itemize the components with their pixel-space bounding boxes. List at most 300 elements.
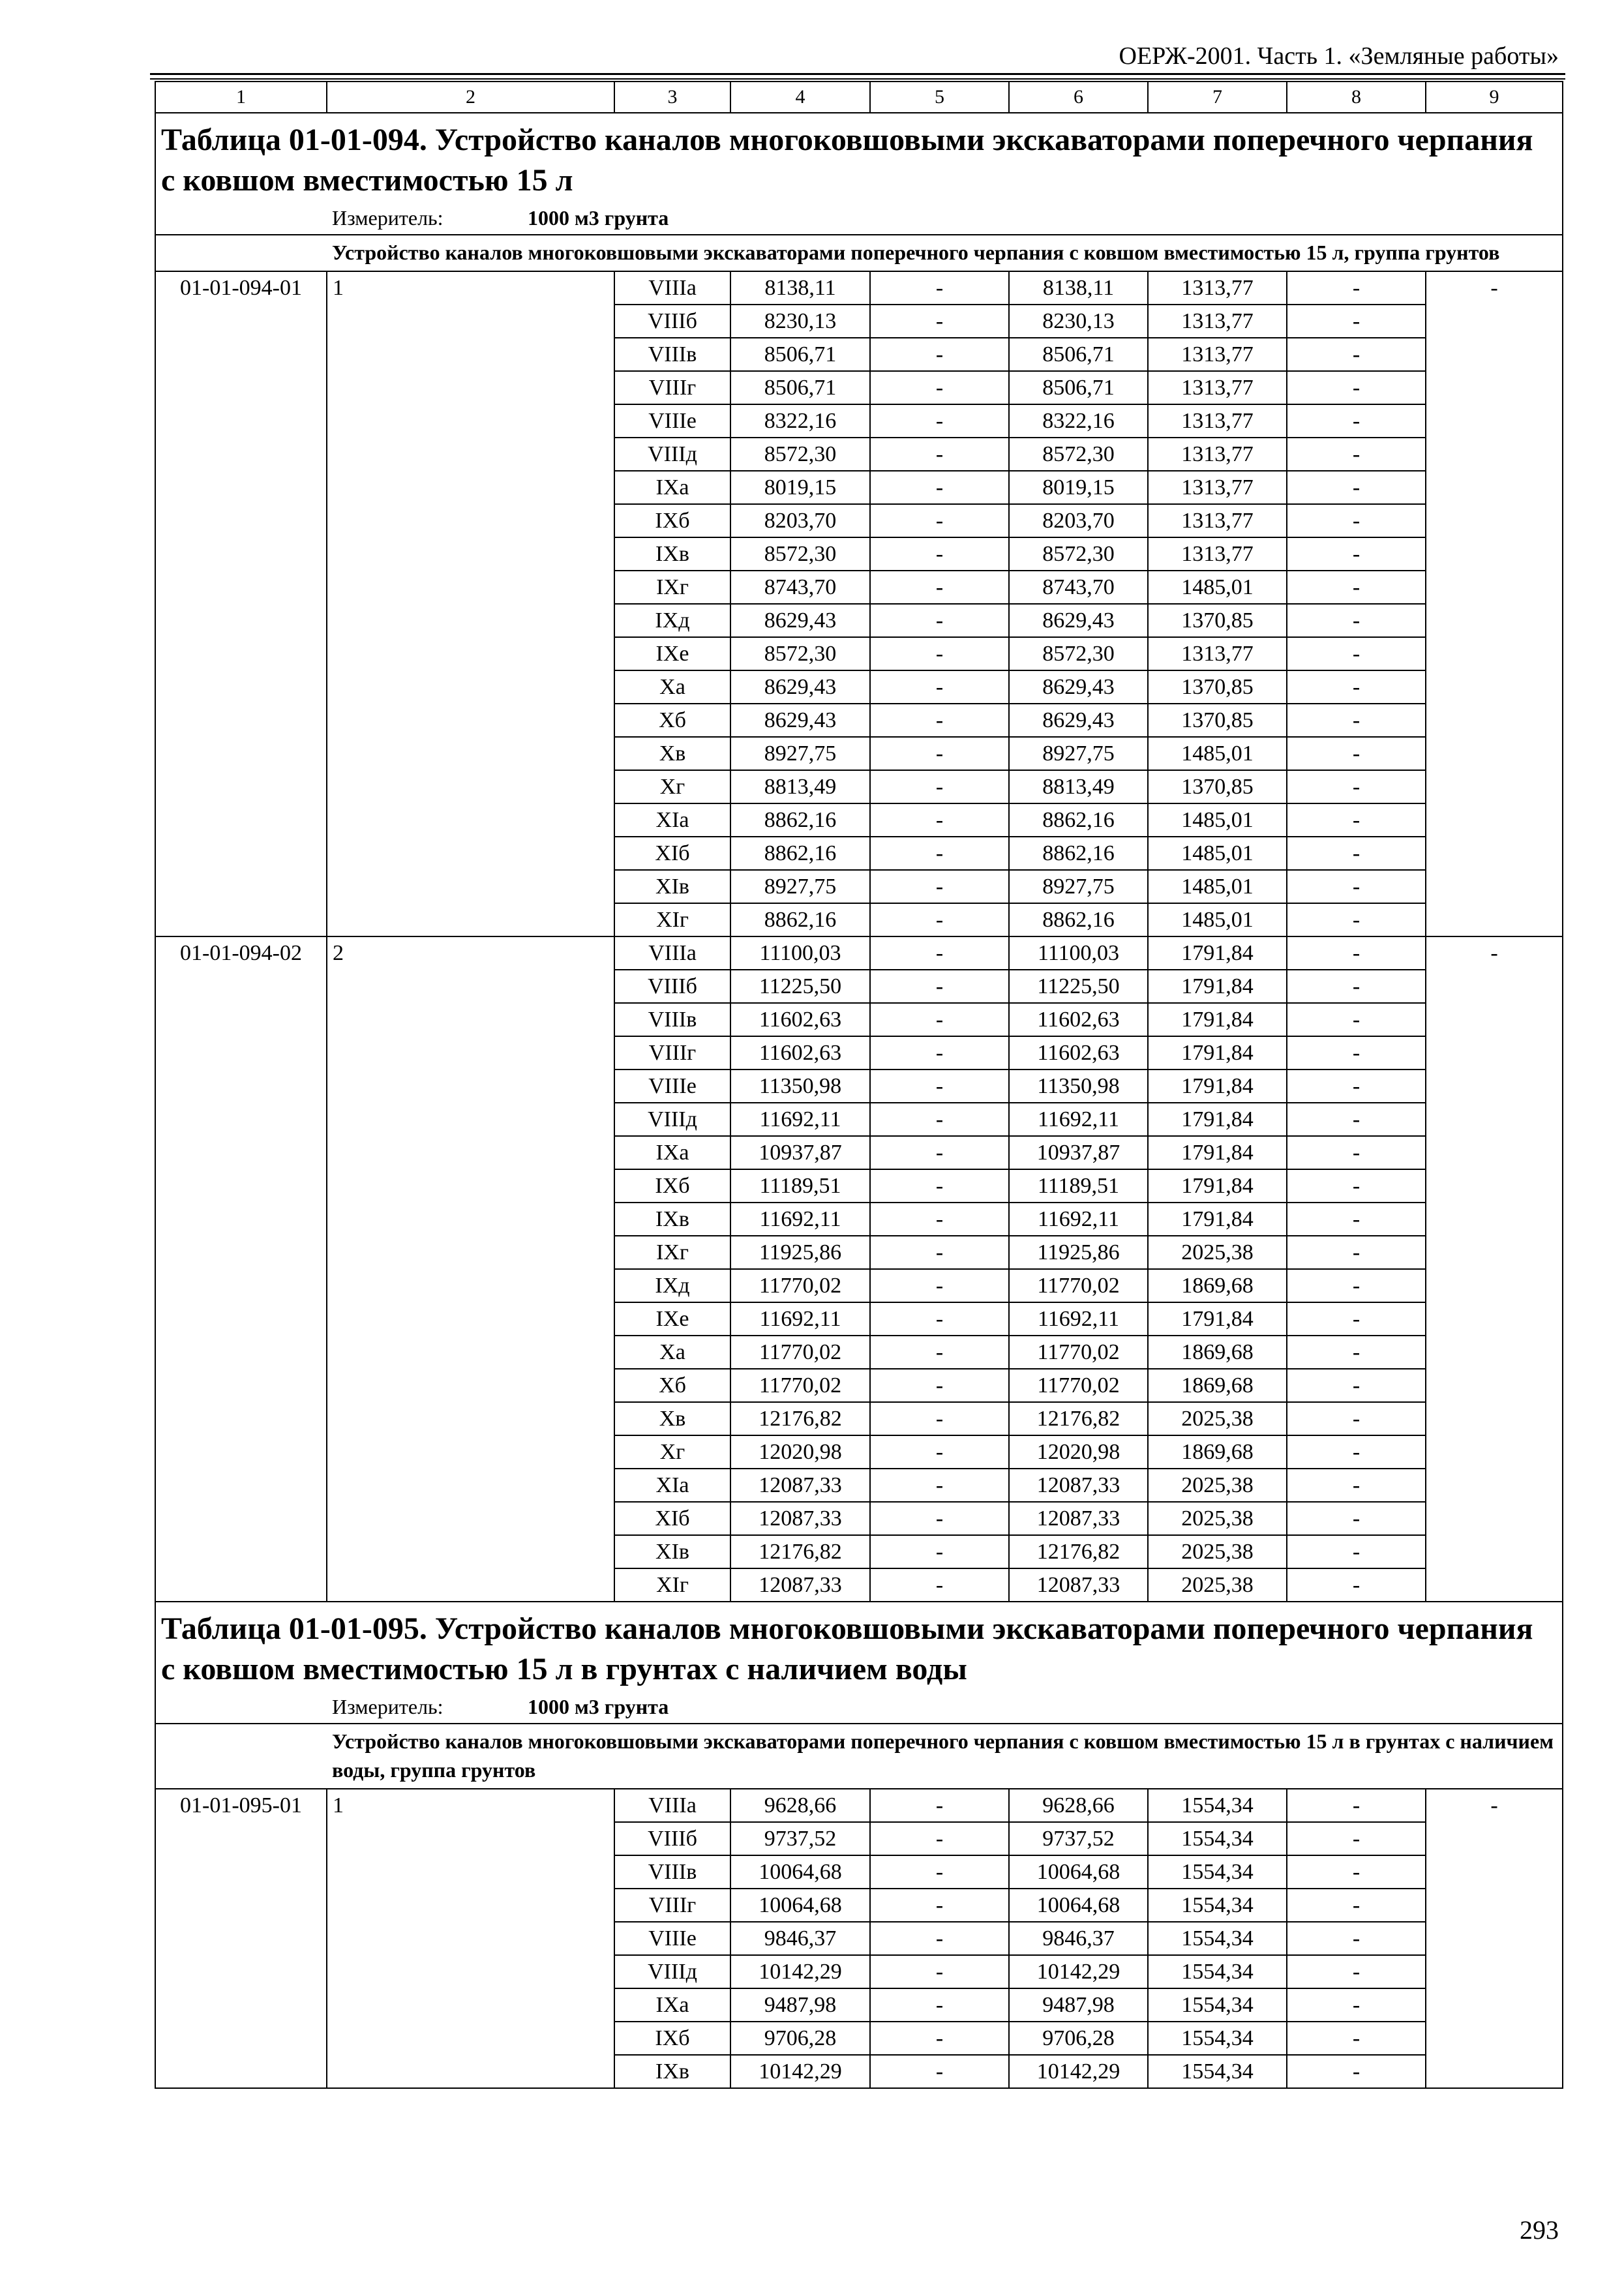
operator-wages: 1554,34 — [1148, 1955, 1287, 1988]
labor-wages: - — [870, 471, 1009, 504]
materials-cell: - — [1287, 1369, 1426, 1402]
machine-costs: 11692,11 — [1009, 1103, 1148, 1136]
soil-group: VIIIа — [614, 271, 730, 305]
direct-costs: 8506,71 — [730, 338, 870, 371]
labor-wages: - — [870, 903, 1009, 936]
materials-cell: - — [1287, 936, 1426, 970]
machine-costs: 11602,63 — [1009, 1036, 1148, 1070]
machine-costs: 8203,70 — [1009, 504, 1148, 537]
direct-costs: 9846,37 — [730, 1922, 870, 1955]
soil-group: IXа — [614, 1136, 730, 1169]
materials-cell: - — [1287, 704, 1426, 737]
labor-wages: - — [870, 305, 1009, 338]
operator-wages: 1791,84 — [1148, 970, 1287, 1003]
operator-wages: 1370,85 — [1148, 670, 1287, 704]
labor-wages: - — [870, 1988, 1009, 2022]
direct-costs: 8862,16 — [730, 803, 870, 837]
operator-wages: 2025,38 — [1148, 1568, 1287, 1602]
direct-costs: 8629,43 — [730, 704, 870, 737]
direct-costs: 12176,82 — [730, 1535, 870, 1568]
direct-costs: 8862,16 — [730, 903, 870, 936]
column-number: 2 — [327, 82, 614, 113]
materials-cell: - — [1287, 1855, 1426, 1889]
labor-wages: - — [870, 438, 1009, 471]
labor-wages: - — [870, 1855, 1009, 1889]
materials-cell: - — [1287, 1203, 1426, 1236]
materials-cell: - — [1287, 1469, 1426, 1502]
operator-wages: 1869,68 — [1148, 1435, 1287, 1469]
operator-wages: 2025,38 — [1148, 1236, 1287, 1269]
soil-group: IXв — [614, 1203, 730, 1236]
machine-costs: 11770,02 — [1009, 1369, 1148, 1402]
soil-group: VIIIе — [614, 404, 730, 438]
labor-wages: - — [870, 1922, 1009, 1955]
machine-costs: 10142,29 — [1009, 2055, 1148, 2088]
column-number: 3 — [614, 82, 730, 113]
labor-wages: - — [870, 1469, 1009, 1502]
direct-costs: 8629,43 — [730, 604, 870, 637]
materials-cell: - — [1287, 1889, 1426, 1922]
machine-costs: 9628,66 — [1009, 1789, 1148, 1822]
operator-wages: 1869,68 — [1148, 1336, 1287, 1369]
materials-cell: - — [1287, 1502, 1426, 1535]
operator-wages: 2025,38 — [1148, 1402, 1287, 1435]
page-header: ОЕРЖ-2001. Часть 1. «Земляные работы» — [1119, 42, 1559, 70]
direct-costs: 8322,16 — [730, 404, 870, 438]
operator-wages: 1791,84 — [1148, 1136, 1287, 1169]
column-number: 8 — [1287, 82, 1426, 113]
materials-cell: - — [1287, 1003, 1426, 1036]
labor-wages: - — [870, 404, 1009, 438]
labor-wages: - — [870, 2055, 1009, 2088]
header-rule — [150, 73, 1565, 75]
operator-wages: 1554,34 — [1148, 1822, 1287, 1855]
soil-group: IXв — [614, 537, 730, 571]
soil-group: IXд — [614, 1269, 730, 1302]
machine-costs: 8322,16 — [1009, 404, 1148, 438]
soil-group: VIIIд — [614, 1103, 730, 1136]
operator-wages: 1791,84 — [1148, 1169, 1287, 1203]
direct-costs: 8927,75 — [730, 737, 870, 770]
soil-group: Xв — [614, 737, 730, 770]
machine-costs: 8572,30 — [1009, 438, 1148, 471]
operator-wages: 1869,68 — [1148, 1369, 1287, 1402]
operator-wages: 1554,34 — [1148, 1889, 1287, 1922]
soil-group: VIIIб — [614, 305, 730, 338]
operator-wages: 1554,34 — [1148, 1855, 1287, 1889]
operator-wages: 1554,34 — [1148, 1789, 1287, 1822]
labor-wages: - — [870, 1036, 1009, 1070]
item-number: 1 — [327, 1789, 614, 2088]
soil-group: IXа — [614, 471, 730, 504]
labor-wages: - — [870, 936, 1009, 970]
direct-costs: 11602,63 — [730, 1003, 870, 1036]
labor-wages: - — [870, 803, 1009, 837]
materials-cell: - — [1287, 670, 1426, 704]
machine-costs: 11925,86 — [1009, 1236, 1148, 1269]
direct-costs: 8572,30 — [730, 537, 870, 571]
machine-costs: 11350,98 — [1009, 1070, 1148, 1103]
materials-cell: - — [1287, 1435, 1426, 1469]
operator-wages: 1554,34 — [1148, 1922, 1287, 1955]
machine-costs: 12176,82 — [1009, 1535, 1148, 1568]
labor-wages: - — [870, 1369, 1009, 1402]
operator-wages: 1485,01 — [1148, 803, 1287, 837]
direct-costs: 8927,75 — [730, 870, 870, 903]
direct-costs: 9706,28 — [730, 2022, 870, 2055]
operator-wages: 2025,38 — [1148, 1502, 1287, 1535]
machine-costs: 11100,03 — [1009, 936, 1148, 970]
labor-wages: - — [870, 1070, 1009, 1103]
column-9-cell: - — [1426, 1789, 1563, 2088]
labor-wages: - — [870, 1336, 1009, 1369]
machine-costs: 10064,68 — [1009, 1855, 1148, 1889]
labor-wages: - — [870, 870, 1009, 903]
materials-cell: - — [1287, 1822, 1426, 1855]
machine-costs: 8138,11 — [1009, 271, 1148, 305]
materials-cell: - — [1287, 1070, 1426, 1103]
soil-group: VIIIб — [614, 970, 730, 1003]
direct-costs: 8629,43 — [730, 670, 870, 704]
direct-costs: 12087,33 — [730, 1469, 870, 1502]
materials-cell: - — [1287, 371, 1426, 404]
machine-costs: 9846,37 — [1009, 1922, 1148, 1955]
column-number: 5 — [870, 82, 1009, 113]
operator-wages: 1313,77 — [1148, 371, 1287, 404]
direct-costs: 11350,98 — [730, 1070, 870, 1103]
operator-wages: 1554,34 — [1148, 1988, 1287, 2022]
column-9-cell: - — [1426, 271, 1563, 936]
materials-cell: - — [1287, 1169, 1426, 1203]
rate-code: 01-01-094-02 — [155, 936, 327, 1602]
materials-cell: - — [1287, 1302, 1426, 1336]
direct-costs: 10142,29 — [730, 1955, 870, 1988]
machine-costs: 8572,30 — [1009, 537, 1148, 571]
direct-costs: 12020,98 — [730, 1435, 870, 1469]
machine-costs: 10064,68 — [1009, 1889, 1148, 1922]
machine-costs: 9737,52 — [1009, 1822, 1148, 1855]
soil-group: VIIIв — [614, 1855, 730, 1889]
labor-wages: - — [870, 1003, 1009, 1036]
operator-wages: 1313,77 — [1148, 271, 1287, 305]
soil-group: IXе — [614, 1302, 730, 1336]
labor-wages: - — [870, 537, 1009, 571]
direct-costs: 8506,71 — [730, 371, 870, 404]
machine-costs: 9487,98 — [1009, 1988, 1148, 2022]
operator-wages: 1370,85 — [1148, 770, 1287, 803]
direct-costs: 11925,86 — [730, 1236, 870, 1269]
operator-wages: 1485,01 — [1148, 903, 1287, 936]
soil-group: Xг — [614, 1435, 730, 1469]
soil-group: XIб — [614, 837, 730, 870]
labor-wages: - — [870, 2022, 1009, 2055]
labor-wages: - — [870, 704, 1009, 737]
table-title: Таблица 01-01-094. Устройство каналов многоковшовыми экскаваторами поперечного черпания с ковшом вместимостью 15 л — [155, 113, 1563, 201]
direct-costs: 11692,11 — [730, 1103, 870, 1136]
soil-group: IXб — [614, 1169, 730, 1203]
direct-costs: 11100,03 — [730, 936, 870, 970]
machine-costs: 11770,02 — [1009, 1269, 1148, 1302]
direct-costs: 11692,11 — [730, 1203, 870, 1236]
materials-cell: - — [1287, 2022, 1426, 2055]
soil-group: VIIIд — [614, 438, 730, 471]
soil-group: VIIIе — [614, 1922, 730, 1955]
measure-label: Измеритель: — [332, 205, 444, 230]
operator-wages: 1313,77 — [1148, 338, 1287, 371]
soil-group: IXг — [614, 571, 730, 604]
operator-wages: 1370,85 — [1148, 704, 1287, 737]
soil-group: XIг — [614, 903, 730, 936]
direct-costs: 8138,11 — [730, 271, 870, 305]
operator-wages: 1791,84 — [1148, 1003, 1287, 1036]
operator-wages: 1554,34 — [1148, 2022, 1287, 2055]
direct-costs: 10064,68 — [730, 1855, 870, 1889]
operator-wages: 1485,01 — [1148, 737, 1287, 770]
materials-cell: - — [1287, 1336, 1426, 1369]
column-9-cell: - — [1426, 936, 1563, 1602]
soil-group: Xб — [614, 1369, 730, 1402]
materials-cell: - — [1287, 1136, 1426, 1169]
table-title-row — [155, 113, 1563, 201]
soil-group: IXв — [614, 2055, 730, 2088]
machine-costs: 11189,51 — [1009, 1169, 1148, 1203]
column-number: 4 — [730, 82, 870, 113]
materials-cell: - — [1287, 837, 1426, 870]
direct-costs: 10064,68 — [730, 1889, 870, 1922]
direct-costs: 8019,15 — [730, 471, 870, 504]
machine-costs: 8862,16 — [1009, 903, 1148, 936]
soil-group: VIIIг — [614, 1889, 730, 1922]
labor-wages: - — [870, 1236, 1009, 1269]
materials-cell: - — [1287, 1955, 1426, 1988]
soil-group: XIа — [614, 1469, 730, 1502]
machine-costs: 8927,75 — [1009, 870, 1148, 903]
machine-costs: 12020,98 — [1009, 1435, 1148, 1469]
column-number: 1 — [155, 82, 327, 113]
operator-wages: 1313,77 — [1148, 504, 1287, 537]
measure-row — [155, 1690, 1563, 1724]
labor-wages: - — [870, 1822, 1009, 1855]
machine-costs: 9706,28 — [1009, 2022, 1148, 2055]
materials-cell: - — [1287, 1402, 1426, 1435]
operator-wages: 1313,77 — [1148, 471, 1287, 504]
soil-group: IXе — [614, 637, 730, 670]
materials-cell: - — [1287, 571, 1426, 604]
labor-wages: - — [870, 1435, 1009, 1469]
operator-wages: 1791,84 — [1148, 1302, 1287, 1336]
direct-costs: 8862,16 — [730, 837, 870, 870]
direct-costs: 11770,02 — [730, 1336, 870, 1369]
materials-cell: - — [1287, 1568, 1426, 1602]
soil-group: Xа — [614, 670, 730, 704]
soil-group: XIб — [614, 1502, 730, 1535]
machine-costs: 8506,71 — [1009, 371, 1148, 404]
soil-group: IXа — [614, 1988, 730, 2022]
item-number: 1 — [327, 271, 614, 936]
soil-group: XIг — [614, 1568, 730, 1602]
operator-wages: 1485,01 — [1148, 870, 1287, 903]
labor-wages: - — [870, 504, 1009, 537]
direct-costs: 10937,87 — [730, 1136, 870, 1169]
direct-costs: 8572,30 — [730, 438, 870, 471]
labor-wages: - — [870, 1302, 1009, 1336]
machine-costs: 11225,50 — [1009, 970, 1148, 1003]
soil-group: VIIIв — [614, 338, 730, 371]
materials-cell: - — [1287, 770, 1426, 803]
machine-costs: 8230,13 — [1009, 305, 1148, 338]
soil-group: IXб — [614, 2022, 730, 2055]
direct-costs: 9487,98 — [730, 1988, 870, 2022]
machine-costs: 10937,87 — [1009, 1136, 1148, 1169]
labor-wages: - — [870, 737, 1009, 770]
machine-costs: 8506,71 — [1009, 338, 1148, 371]
table-title: Таблица 01-01-095. Устройство каналов многоковшовыми экскаваторами поперечного черпания с ковшом вместимостью 15 л в грунтах с наличием воды — [155, 1602, 1563, 1690]
labor-wages: - — [870, 571, 1009, 604]
labor-wages: - — [870, 1402, 1009, 1435]
measure-unit — [155, 201, 1563, 235]
labor-wages: - — [870, 1568, 1009, 1602]
machine-costs: 8019,15 — [1009, 471, 1148, 504]
operator-wages: 2025,38 — [1148, 1535, 1287, 1568]
operator-wages: 1791,84 — [1148, 936, 1287, 970]
operator-wages: 1313,77 — [1148, 305, 1287, 338]
soil-group: VIIIе — [614, 1070, 730, 1103]
labor-wages: - — [870, 637, 1009, 670]
operator-wages: 1313,77 — [1148, 404, 1287, 438]
labor-wages: - — [870, 1169, 1009, 1203]
direct-costs: 8203,70 — [730, 504, 870, 537]
rate-code: 01-01-095-01 — [155, 1789, 327, 2088]
materials-cell: - — [1287, 1269, 1426, 1302]
direct-costs: 11602,63 — [730, 1036, 870, 1070]
table-row — [155, 936, 1563, 970]
materials-cell: - — [1287, 970, 1426, 1003]
description-row — [155, 1724, 1563, 1789]
materials-cell: - — [1287, 305, 1426, 338]
direct-costs: 8572,30 — [730, 637, 870, 670]
machine-costs: 12087,33 — [1009, 1469, 1148, 1502]
operator-wages: 1554,34 — [1148, 2055, 1287, 2088]
machine-costs: 8629,43 — [1009, 604, 1148, 637]
labor-wages: - — [870, 1136, 1009, 1169]
operator-wages: 1485,01 — [1148, 571, 1287, 604]
column-number: 9 — [1426, 82, 1563, 113]
operator-wages: 1313,77 — [1148, 637, 1287, 670]
materials-cell: - — [1287, 1988, 1426, 2022]
direct-costs: 11770,02 — [730, 1269, 870, 1302]
labor-wages: - — [870, 604, 1009, 637]
table-row — [155, 1789, 1563, 1822]
measure-value: 1000 м3 грунта — [528, 1694, 669, 1718]
materials-cell: - — [1287, 637, 1426, 670]
machine-costs: 11602,63 — [1009, 1003, 1148, 1036]
header-rule — [150, 78, 1565, 80]
soil-group: XIв — [614, 1535, 730, 1568]
machine-costs: 8743,70 — [1009, 571, 1148, 604]
soil-group: VIIIб — [614, 1822, 730, 1855]
labor-wages: - — [870, 1502, 1009, 1535]
table-row — [155, 271, 1563, 305]
labor-wages: - — [870, 1269, 1009, 1302]
page-number: 293 — [1520, 2215, 1559, 2245]
table-body — [155, 82, 1563, 2088]
column-number: 6 — [1009, 82, 1148, 113]
materials-cell: - — [1287, 737, 1426, 770]
materials-cell: - — [1287, 1789, 1426, 1822]
table-title-row — [155, 1602, 1563, 1690]
materials-cell: - — [1287, 2055, 1426, 2088]
soil-group: IXб — [614, 504, 730, 537]
labor-wages: - — [870, 1203, 1009, 1236]
direct-costs: 11692,11 — [730, 1302, 870, 1336]
labor-wages: - — [870, 1889, 1009, 1922]
labor-wages: - — [870, 1535, 1009, 1568]
direct-costs: 12087,33 — [730, 1568, 870, 1602]
operator-wages: 1791,84 — [1148, 1036, 1287, 1070]
labor-wages: - — [870, 670, 1009, 704]
materials-cell: - — [1287, 1922, 1426, 1955]
rate-code: 01-01-094-01 — [155, 271, 327, 936]
description-row — [155, 235, 1563, 271]
labor-wages: - — [870, 371, 1009, 404]
machine-costs: 8862,16 — [1009, 837, 1148, 870]
table-description: Устройство каналов многоковшовыми экскаваторами поперечного черпания с ковшом вместимостью 15 л в грунтах с наличием воды, группа грунтов — [155, 1724, 1563, 1789]
operator-wages: 1869,68 — [1148, 1269, 1287, 1302]
machine-costs: 10142,29 — [1009, 1955, 1148, 1988]
materials-cell: - — [1287, 271, 1426, 305]
operator-wages: 2025,38 — [1148, 1469, 1287, 1502]
materials-cell: - — [1287, 1103, 1426, 1136]
direct-costs: 11225,50 — [730, 970, 870, 1003]
labor-wages: - — [870, 271, 1009, 305]
soil-group: XIа — [614, 803, 730, 837]
machine-costs: 12087,33 — [1009, 1568, 1148, 1602]
soil-group: XIв — [614, 870, 730, 903]
soil-group: VIIIг — [614, 1036, 730, 1070]
direct-costs: 10142,29 — [730, 2055, 870, 2088]
materials-cell: - — [1287, 404, 1426, 438]
labor-wages: - — [870, 970, 1009, 1003]
soil-group: IXг — [614, 1236, 730, 1269]
measure-label: Измеритель: — [332, 1694, 444, 1718]
soil-group: Xа — [614, 1336, 730, 1369]
soil-group: VIIIа — [614, 936, 730, 970]
labor-wages: - — [870, 770, 1009, 803]
direct-costs: 8813,49 — [730, 770, 870, 803]
materials-cell: - — [1287, 438, 1426, 471]
direct-costs: 9628,66 — [730, 1789, 870, 1822]
column-number: 7 — [1148, 82, 1287, 113]
materials-cell: - — [1287, 903, 1426, 936]
labor-wages: - — [870, 1789, 1009, 1822]
direct-costs: 12087,33 — [730, 1502, 870, 1535]
machine-costs: 12087,33 — [1009, 1502, 1148, 1535]
materials-cell: - — [1287, 1535, 1426, 1568]
direct-costs: 11770,02 — [730, 1369, 870, 1402]
machine-costs: 11692,11 — [1009, 1302, 1148, 1336]
soil-group: Xб — [614, 704, 730, 737]
soil-group: Xг — [614, 770, 730, 803]
materials-cell: - — [1287, 504, 1426, 537]
materials-cell: - — [1287, 537, 1426, 571]
materials-cell: - — [1287, 870, 1426, 903]
materials-cell: - — [1287, 1236, 1426, 1269]
materials-cell: - — [1287, 1036, 1426, 1070]
soil-group: IXд — [614, 604, 730, 637]
direct-costs: 12176,82 — [730, 1402, 870, 1435]
operator-wages: 1485,01 — [1148, 837, 1287, 870]
materials-cell: - — [1287, 803, 1426, 837]
